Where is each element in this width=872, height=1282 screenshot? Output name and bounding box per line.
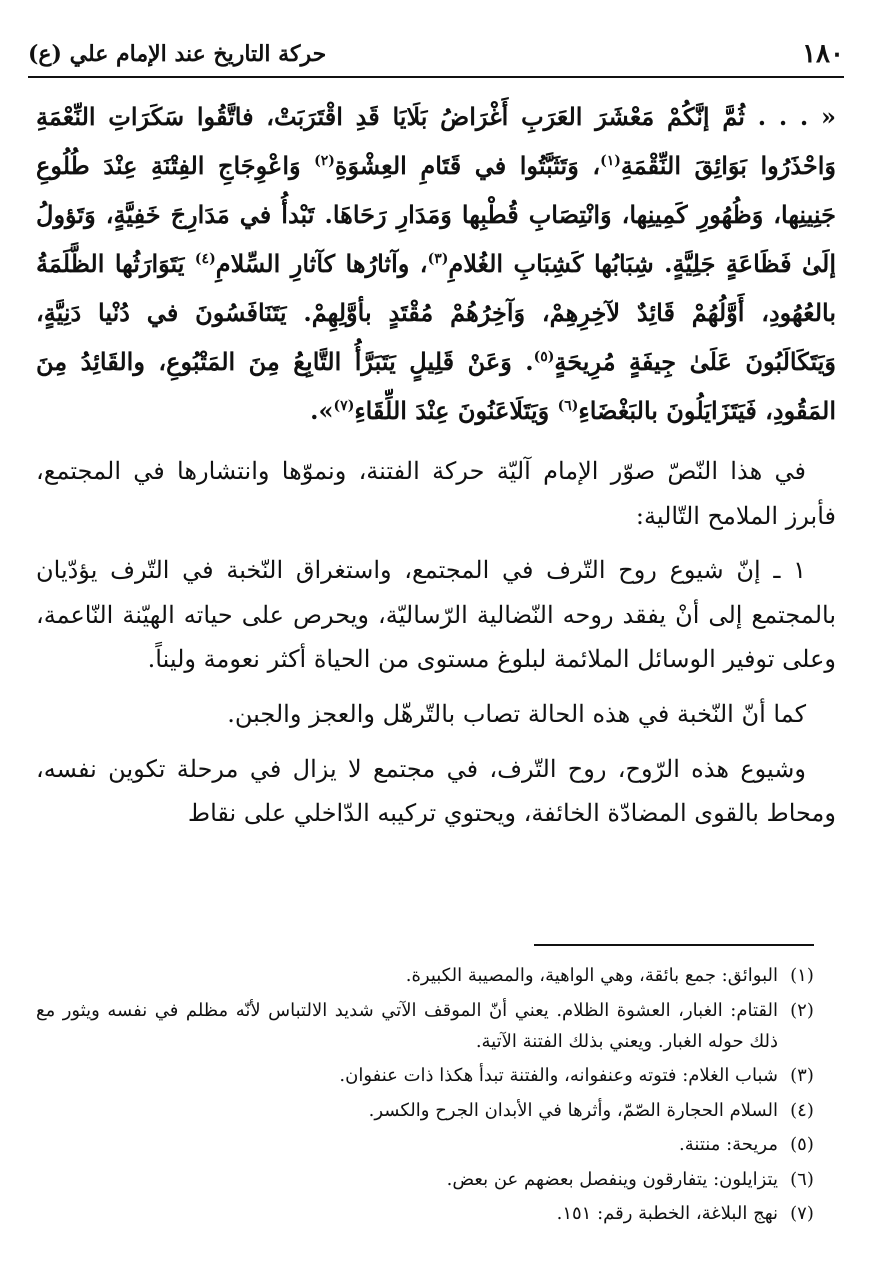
footnote-ref: (٥) [533, 349, 555, 365]
footnote-text: نهج البلاغة، الخطبة رقم: ١٥١. [556, 1203, 778, 1224]
paragraph: كما أنّ النّخبة في هذه الحالة تصاب بالتّرهّل والعجز والجبن. [227, 699, 806, 728]
quoted-sermon [36, 92, 836, 435]
footnote [36, 960, 826, 991]
page-header [28, 30, 844, 78]
footnote [36, 1198, 826, 1229]
footnote [36, 1095, 826, 1126]
paragraph: وشيوع هذه الرّوح، روح التّرف، في مجتمع لا يزال في مرحلة تكوين نفسه، ومحاط بالقوى المضادّة الخائفة، ويحتوي تركيبه الدّاخلي على نقاط [36, 754, 836, 828]
quote-segment: ، وَتَثَبَّتُوا في قَتَامِ العِشْوَةِ [334, 151, 601, 180]
footnote-ref: (٣) [427, 251, 449, 267]
footnote-number: (٢) [790, 999, 814, 1021]
footnote-ref: (١) [600, 153, 621, 169]
footnote-ref: (٤) [194, 251, 216, 267]
footnote-text: يتزايلون: يتفارقون وينفصل بعضهم عن بعض. [446, 1168, 778, 1190]
quote-segment: يَتَوَارَثُها الظَّلَمَةُ بالعُهُودِ، أَوَّلُهُمْ قَائِدٌ لآخِرِهِمْ، وَآخِرُهُمْ مُقْتَدٍ بأوَّلِهِمْ. يَتَنَافَسُونَ في دُنْيا دَنِيَّةٍ، وَيَتَكَالَبُونَ عَلَىٰ جِيفَةٍ مُرِيحَةٍ [36, 249, 836, 376]
footnote-text: القتام: الغبار، العشوة الظلام. يعني أنّ الموقف الآتي شديد الالتباس لأنّه مظلم في نفسه ويثور مع ذلك حوله الغبار. ويعني بذلك الفتنة الآتية. [36, 999, 778, 1052]
paragraph: ١ ـ إنّ شيوع روح التّرف في المجتمع، واستغراق النّخبة في التّرف يؤدّيان بالمجتمع إلى أنْ يفقد روحه النّضالية الرّساليّة، ويحرص على حياته الهيّنة النّاعمة، وعلى توفير الوسائل الملائمة لبلوغ مستوى من الحياة أكثر نعومة وليناً. [36, 556, 836, 674]
main-text [36, 92, 836, 836]
footnote-number: (٥) [790, 1134, 814, 1155]
footnote-text: البوائق: جمع بائقة، وهي الواهية، والمصيبة الكبيرة. [405, 965, 778, 986]
header-rule [28, 76, 844, 78]
quote-segment: ». [310, 396, 334, 425]
footnote-number: (٦) [790, 1168, 814, 1190]
running-title: حركة التاريخ عند الإمام علي (ع) [28, 41, 327, 67]
footnote [36, 995, 826, 1057]
footnote-number: (١) [790, 965, 814, 986]
quote-segment: وَيَتَلَاعَنُونَ عِنْدَ اللِّقَاءِ [354, 396, 558, 425]
footnote [36, 1129, 826, 1160]
footnote-number: (٤) [790, 1099, 814, 1121]
paragraph: في هذا النّصّ صوّر الإمام آليّة حركة الفتنة، ونموّها وانتشارها في المجتمع، فأبرز الملامح التّالية: [36, 457, 836, 530]
page-number: ١٨٠ [802, 39, 844, 69]
quote-segment: وَاعْوِجَاجِ الفِتْنَةِ عِنْدَ طُلُوعِ جَنِينِها، وَظُهُورِ كَمِينِها، وَانْتِصَابِ قُطْبِها وَمَدَارِ رَحَاهَا. تَبْدأُ في مَدَارِجَ خَفِيَّةٍ، وَتَؤولُ إلَىٰ فَظَاعَةٍ جَلِيَّةٍ. شِبَابُها كَشِبَابِ الغُلامِ [36, 151, 837, 278]
footnote-number: (٣) [790, 1065, 814, 1086]
footnote-separator [534, 944, 814, 946]
footnote-ref: (٢) [314, 153, 335, 169]
footnote-text: مريحة: منتنة. [679, 1134, 778, 1155]
footnote-text: السلام الحجارة الصّمّ، وأثرها في الأبدان الجرح والكسر. [368, 1099, 778, 1121]
footnotes [36, 960, 826, 1233]
footnote-number: (٧) [790, 1203, 814, 1224]
footnote-ref: (٦) [557, 398, 579, 414]
quote-segment: ، وآثارُها كآثارِ السِّلامِ [215, 249, 428, 278]
footnote [36, 1060, 826, 1091]
footnote-ref: (٧) [333, 398, 355, 414]
footnote-text: شباب الغلام: فتوته وعنفوانه، والفتنة تبدأ هكذا ذات عنفوان. [339, 1065, 778, 1086]
quote-segment: « . . . ثُمَّ إنَّكُمْ مَعْشَرَ العَرَبِ أَغْرَاضُ بَلَايَا قَدِ اقْتَرَبَتْ، فاتَّقُوا سَكَرَاتِ النِّعْمَةِ وَاحْذَرُوا بَوَائِقَ النِّقْمَةِ [36, 102, 837, 180]
footnote [36, 1164, 826, 1195]
quote-segment: . وَعَنْ قَلِيلٍ يَتَبَرَّأُ التَّابِعُ مِنَ المَتْبُوعِ، والقَائِدُ مِنَ المَقُودِ، فَيَتَزَايَلُونَ بالبَغْضَاءِ [36, 347, 836, 425]
